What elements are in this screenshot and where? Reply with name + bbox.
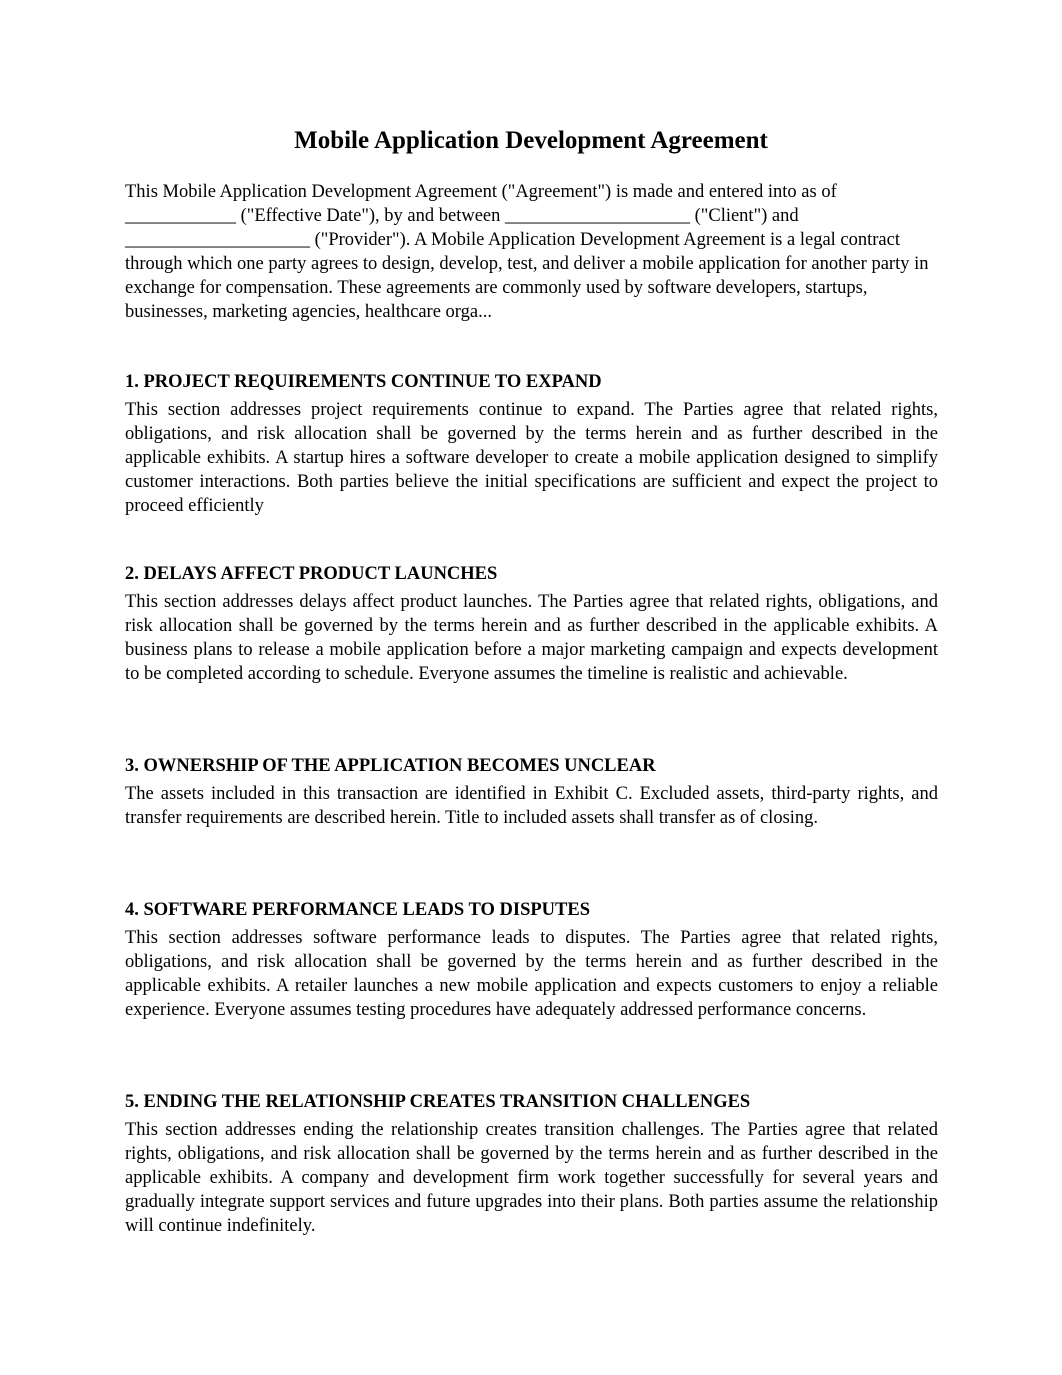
- section-5: [125, 1090, 938, 1238]
- section-body: This section addresses delays affect product launches. The Parties agree that related rights, obligations, and risk allocation shall be governed by the terms herein and as further described in the applicable exhibits. A business plans to release a mobile application before a major marketing campaign and expects development to be completed according to schedule. Everyone assumes the timeline is realistic and achievable.: [125, 592, 938, 685]
- document-title: Mobile Application Development Agreement: [294, 127, 768, 154]
- section-body: This section addresses ending the relationship creates transition challenges. The Parties agree that related rights, obligations, and risk allocation shall be governed by the terms herein and as further described in the applicable exhibits. A company and development firm work together successfully for several years and gradually integrate support services and future upgrades into their plans. Both parties assume the relationship will continue indefinitely.: [125, 1120, 938, 1237]
- section-heading: 5. ENDING THE RELATIONSHIP CREATES TRANSITION CHALLENGES: [125, 1092, 751, 1112]
- section-body: This section addresses project requirements continue to expand. The Parties agree that related rights, obligations, and risk allocation shall be governed by the terms herein and as further described in the applicable exhibits. A startup hires a software developer to create a mobile application designed to simplify customer interactions. Both parties believe the initial specifications are sufficient and expect the project to proceed efficiently: [125, 400, 938, 517]
- section-4: [125, 898, 938, 1022]
- section-heading: 4. SOFTWARE PERFORMANCE LEADS TO DISPUTES: [125, 900, 590, 920]
- section-heading: 3. OWNERSHIP OF THE APPLICATION BECOMES UNCLEAR: [125, 756, 656, 776]
- section-3: [125, 754, 938, 830]
- section-body: The assets included in this transaction are identified in Exhibit C. Excluded assets, third-party rights, and transfer requirements are described herein. Title to included assets shall transfer as of closing.: [125, 784, 938, 829]
- section-body: This section addresses software performance leads to disputes. The Parties agree that related rights, obligations, and risk allocation shall be governed by the terms herein and as further described in the applicable exhibits. A retailer launches a new mobile application and expects customers to enjoy a reliable experience. Everyone assumes testing procedures have adequately addressed performance concerns.: [125, 928, 938, 1021]
- intro-paragraph: This Mobile Application Development Agreement ("Agreement") is made and entered into as of ____________ ("Effective Date"), by and between ____________________ ("Client") and ____________________ ("Provider"). A Mobile Application Development Agreement is a legal contract through which one party agrees to design, develop, test, and deliver a mobile application for another party in exchange for compensation. These agreements are commonly used by software developers, startups, businesses, marketing agencies, healthcare orga...: [125, 182, 929, 323]
- section-heading: 2. DELAYS AFFECT PRODUCT LAUNCHES: [125, 564, 498, 584]
- section-2: [125, 562, 938, 686]
- section-heading: 1. PROJECT REQUIREMENTS CONTINUE TO EXPAND: [125, 372, 602, 392]
- section-1: [125, 370, 938, 518]
